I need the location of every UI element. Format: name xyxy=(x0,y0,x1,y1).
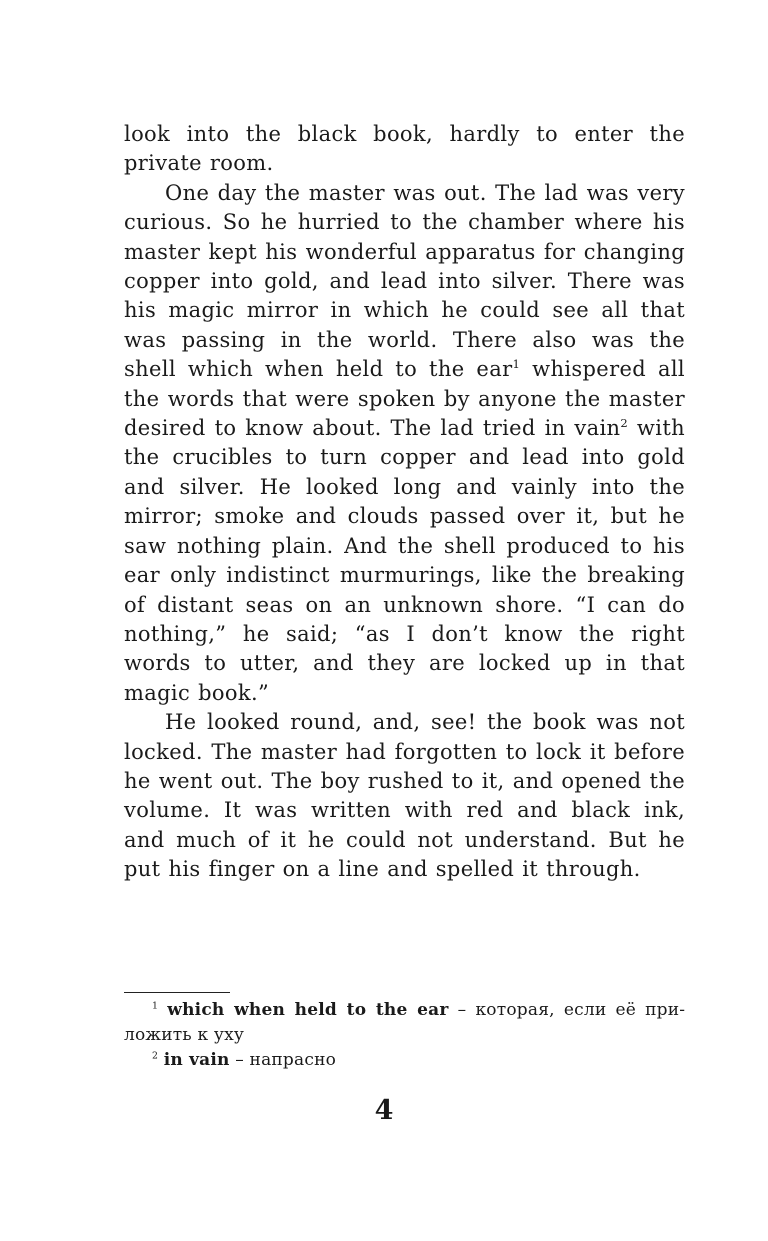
footnote-ref-1: 1 xyxy=(512,357,521,372)
footnotes xyxy=(124,998,685,1073)
footnote-marker: 1 xyxy=(152,1000,159,1012)
paragraph-1: look into the black book, hardly to enter the private room. xyxy=(124,122,685,176)
footnote-term: in vain xyxy=(163,1050,230,1070)
footnote-translation: – которая, если её приложить к уху xyxy=(124,1000,686,1045)
footnote-translation: – напрасно xyxy=(229,1050,337,1070)
footnote-ref-2: 2 xyxy=(620,416,629,431)
footnote-marker: 2 xyxy=(152,1050,159,1062)
paragraph-3: He looked round, and, see! the book was not locked. The master had forgotten to lock it before he went out. The boy rushed to it, and opened the volume. It was written with red and black ink, and much of it he could not understand. But he put his finger on a line and spelled it through. xyxy=(124,710,685,882)
paragraph-2-part-1: One day the master was out. The lad was very curious. So he hurried to the chamber where his master kept his wonderful apparatus for changing copper into gold, and lead into silver. There was his magic mirror in which he could see all that was passing in the world. There also was the shell which when held to the ear xyxy=(124,180,685,382)
footnote-1 xyxy=(124,998,685,1048)
page-number: 4 xyxy=(374,1095,394,1126)
paragraph-2-part-3: with the crucibles to turn copper and lead into gold and silver. He looked long and vainly into the mirror; smoke and clouds passed over it, but he saw nothing plain. And the shell produced to his ear only indistinct murmurings, like the breaking of distant seas on an unknown shore. “I can do nothing,” he said; “as I don’t know the right words to utter, and they are locked up in that magic book.” xyxy=(124,416,685,705)
paragraph-2 xyxy=(124,179,685,708)
main-text xyxy=(124,120,685,885)
footnote-2 xyxy=(124,1048,685,1073)
footnote-separator xyxy=(124,992,230,993)
paragraph-2-part-2: whispered all the words that were spoken by anyone the master desired to know about. The lad tried in vain xyxy=(124,357,685,441)
page-body xyxy=(124,120,685,885)
footnote-term: which when held to the ear xyxy=(167,1000,449,1020)
